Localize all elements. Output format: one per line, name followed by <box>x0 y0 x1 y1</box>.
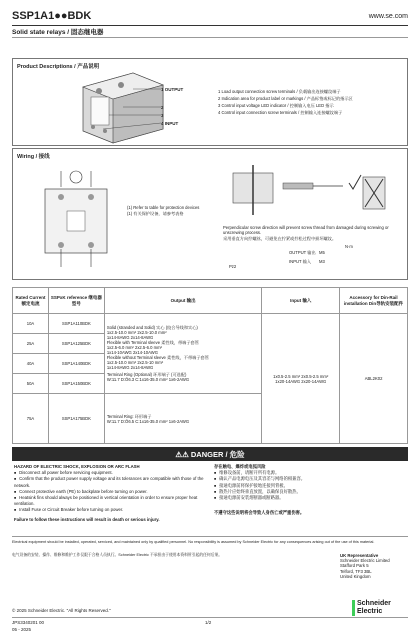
subtitle-rule <box>12 37 408 38</box>
col-current: Rated Current 额定电流 <box>13 288 49 314</box>
m5-label: M5 <box>319 250 325 255</box>
qualified-note-cn: 电气设备的安装、操作、维修和维护工作仅限于合格人员执行。Schneider Electric 不承担由于使用本资料所引起的任何后果。 <box>12 553 223 557</box>
output-flex-values: 1x2.5-6.0 mm² 2x2.5-6.0 mm² <box>106 345 162 350</box>
table-row <box>13 314 408 334</box>
current-cell: 50A <box>13 374 49 394</box>
page-header <box>12 8 408 24</box>
callout-4: 4 INPUT <box>161 121 179 126</box>
logo-bar <box>352 600 355 616</box>
hazard-item-cn: ■ 确认产品电源电压及其容差与网络的相兼容。 <box>214 476 404 482</box>
ring-75-dims: W:11.7 D:Ö6.5 C:1x16-35.0 mm² 1x6-2AWG <box>106 418 190 424</box>
callout-1: 1 OUTPUT <box>161 87 184 92</box>
output-label: OUTPUT 输出 <box>289 250 316 255</box>
pz-label: Pz2 <box>229 264 237 269</box>
product-code: SSP1A1●●BDK <box>12 10 92 22</box>
accessory-cell: ABL2K02 <box>340 314 408 444</box>
website-link[interactable]: www.se.com <box>368 12 408 20</box>
output-flexno-awg: 1x14-8AWG 2x14-8AWG <box>106 365 154 370</box>
hazard-item-cn: ■ 接通电源前安装熔断器或断路器。 <box>214 495 404 501</box>
hazard-failure: Failure to follow these instructions will result in death or serious injury. <box>14 516 160 522</box>
hazard-heading: HAZARD OF ELECTRIC SHOCK, EXPLOSION OR ARC FLASH <box>14 464 140 469</box>
legend-item: 4 Control input connection screw terminals / 控制输入连接螺纹端子 <box>218 110 343 115</box>
hazard-item-cn: ■ 维修设备前，请断开所有电源。 <box>214 470 404 476</box>
input-awg: 1x20-14AWG 2x20-14AWG <box>275 378 327 384</box>
output-flex-awg: 1x14-10AWG 2x14-10AWG <box>106 350 158 355</box>
current-cell: 25A <box>13 334 49 354</box>
qualified-note: Electrical equipment should be installed, operated, serviced, and maintained only by qualified personnel. No responsibility is assumed by Schneider Electric for any consequences arising out of the use of this material. <box>12 540 375 544</box>
logo-line2: Electric <box>357 608 383 615</box>
protection-note: (1) Refer to table for protection devices <box>127 205 200 210</box>
legend-item: 2 Indication area for product label or markings / 产品标签或标记的指示区 <box>218 96 353 101</box>
doc-date: 05 - 2025 <box>12 627 32 632</box>
danger-rule <box>12 536 408 537</box>
page-number: 1/2 <box>205 620 212 625</box>
hazard-item-cn: ■ 散热片应始终垂直放置，以确保良好散热。 <box>214 489 404 495</box>
uk-line: Schneider Electric Limited <box>340 558 390 564</box>
copyright: © 2025 Schneider Electric. "All Rights Reserved." <box>12 608 111 613</box>
hazard-cn <box>214 464 404 516</box>
ref-cell: SSP1A140BDK <box>48 354 104 374</box>
output-solid: Solid (stranded and Solid) 实心 (绞合导线和实心) <box>106 325 198 330</box>
header-rule <box>12 25 408 26</box>
current-cell: 10A <box>13 314 49 334</box>
hazard-item: ■ Install Fuse or Circuit Breaker before turning on power. <box>14 507 214 513</box>
uk-title: UK Representative <box>340 553 379 558</box>
hazard-item: ■ Heatsink fins should always be positioned in vertical orientation in order to ensure proper heat ventilation. <box>14 495 214 507</box>
protection-note-cn: (1) 有关保护设备，请参考表格 <box>127 211 184 216</box>
hazard-item: ■ Disconnect all power before servicing equipment. <box>14 470 214 476</box>
ring-dims: W:11.7 D:Ö6.3 C:1x16-35.0 mm² 1x6-2AWG <box>106 377 190 382</box>
wiring-section <box>12 148 408 280</box>
perpendicular-note-cn: 采用垂直方向拧螺丝，可避免在拧紧或拧松过程中损坏螺纹。 <box>223 236 337 241</box>
screwdriver-diagram <box>223 163 393 223</box>
spec-table <box>12 287 408 444</box>
legend-item: 3 Control input voltage LED indicator / 控制输入电压 LED 指示 <box>218 103 334 108</box>
footer-rule <box>12 617 408 618</box>
input-label: INPUT 输入 <box>289 259 312 264</box>
ring-75: Terminal Ring: 环形端子 <box>106 413 152 419</box>
hazard-item: ■ Connect protective earth (PE) to backplate before turning on power. <box>14 489 214 495</box>
col-input: Input 输入 <box>262 288 340 314</box>
output-solid-values: 1x2.5-10.0 mm² 2x2.5-10.0 mm² <box>106 330 167 335</box>
callout-2: 2 <box>161 105 164 110</box>
ref-cell: SSP1A150BDK <box>48 374 104 394</box>
output-spec-cell <box>104 314 262 394</box>
uk-representative <box>340 553 390 579</box>
hazard-failure-cn: 不遵守这些说明将会导致人身伤亡或严重伤害。 <box>214 510 305 516</box>
col-output: Output 输出 <box>104 288 262 314</box>
hazard-item: ■ Confirm that the product power supply voltage and its tolerances are compatible with those of the network. <box>14 476 214 488</box>
torque-header: N·m <box>345 244 353 249</box>
output-flexno: Flexible without Terminal sleeve 柔性线，不带端子套管 <box>106 355 209 360</box>
legend-item: 1 Load output connection screw terminals / 负载输出连接螺纹端子 <box>218 89 341 94</box>
logo-line1: Schneider <box>357 600 391 607</box>
output-flex: Flexible with Terminal sleeve 柔性线，带端子套管 <box>106 340 199 345</box>
hazard-item-cn: ■ 接通电源前将保护接地连接到背板。 <box>214 483 404 489</box>
uk-line: Telford, TF3 3BL <box>340 568 372 574</box>
uk-line: Stafford Park 5 <box>340 563 369 569</box>
ref-cell: SSP1A175BDK <box>48 394 104 444</box>
ref-cell: SSP1A110BDK <box>48 314 104 334</box>
output-flexno-values: 1x2.5-10.0 mm² 2x2.5-10 mm² <box>106 360 164 365</box>
col-reference: SSPxK reference 继电器型号 <box>48 288 104 314</box>
output-ring-cell <box>104 394 262 444</box>
output-solid-awg: 1x14-8AWG 2x14-8AWG <box>106 335 154 340</box>
col-accessory: Accessory for Din-Rail installation Din导轨安装配件 <box>340 288 408 314</box>
current-cell: 75A <box>13 394 49 444</box>
relay-illustration <box>63 67 193 145</box>
perpendicular-note: Perpendicular screw direction will prevent screw thread from damaged during screwing or unscrewing process. <box>223 225 389 235</box>
doc-number: JPS3340201 00 <box>12 620 45 625</box>
product-legend <box>218 88 398 116</box>
danger-banner: ⚠⚠ DANGER / 危险 <box>12 447 408 461</box>
ref-cell: SSP1A125BDK <box>48 334 104 354</box>
input-spec-cell <box>262 314 340 444</box>
current-cell: 40A <box>13 354 49 374</box>
wiring-diagram <box>31 163 121 273</box>
m3-label: M3 <box>319 259 325 264</box>
wiring-title: Wiring / 接线 <box>17 154 50 160</box>
page-subtitle: Solid state relays / 固态继电器 <box>12 29 104 36</box>
product-title: Product Descriptions / 产品说明 <box>17 64 100 70</box>
uk-line: United Kingdom <box>340 573 371 579</box>
input-values: 1x0.5-2.5 mm² 2x0.5-2.5 mm² <box>273 373 329 379</box>
callout-3: 3 <box>161 113 164 118</box>
schneider-logo <box>352 600 408 616</box>
hazard-en <box>14 464 214 523</box>
ring-optional: Terminal Ring (Optional) 环形端子 (可选配) <box>106 372 187 377</box>
hazard-heading-cn: 存在触电、爆炸或电弧风险 <box>214 464 266 469</box>
